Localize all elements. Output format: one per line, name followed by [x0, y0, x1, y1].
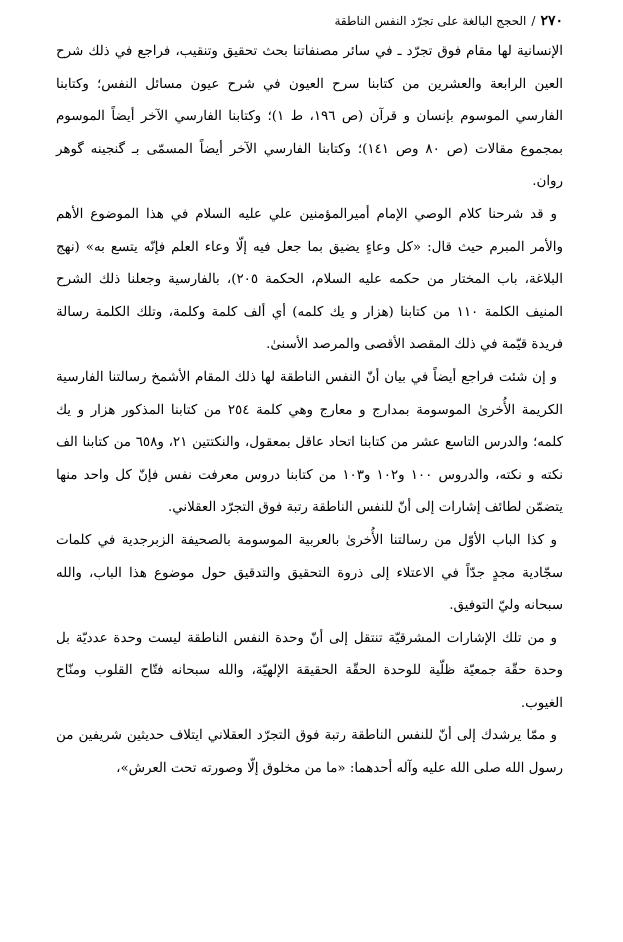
- header-separator: /: [531, 14, 536, 28]
- page-body: [56, 36, 563, 786]
- paragraph: و قد شرحنا كلام الوصي الإمام أميرالمؤمنين علي عليه السلام في هذا الموضوع الأهم والأمر المبرم حيث قال: «كل وعاءٍ يضيق بما جعل فيه إلّا وعاء العلم فإنّه يتسع به» (نهج البلاغة، باب المختار من حكمه عليه السلام، الحكمة ٢٠٥)، بالفارسية وجعلنا ذلك الشرح المنيف الكلمة ١١٠ من كتابنا (هزار و يك كلمه) أي ألف كلمة وكلمة، وتلك الكلمة رسالة فريدة قيّمة في ذلك المقصد الأقصى والمرصد الأسنىٰ.: [56, 206, 564, 353]
- running-title: الحجج البالغة على تجرّد النفس الناطقة: [334, 14, 527, 28]
- paragraph: و من تلك الإشارات المشرقيّة تنتقل إلى أنّ وحدة النفس الناطقة ليست وحدة عدديّة بل وحدة حقّة جمعيّة ظلّية للوحدة الحقّة الحقيقة الإلهيّة، والله سبحانه فتّاح القلوب ومنّاح الغيوب.: [56, 630, 563, 711]
- paragraph: و إن شئت فراجع أيضاً في بيان أنّ النفس الناطقة لها ذلك المقام الأشمخ رسالتنا الفارسية الكريمة الأُخرىٰ الموسومة بمدارج و معارج وهي كلمة ٢٥٤ من كتابنا المذكور هزار و يك كلمه؛ والدرس التاسع عشر من كتابنا اتحاد عاقل بمعقول، والنكتتين ٢١، و٦٥٨ من كتابنا الف نكته و نكته، والدروس ١٠٠ و١٠٢ و١٠٣ من كتابنا دروس معرفت نفس فإنّ كل واحد منها يتضمّن لطائف إشارات إلى أنّ للنفس الناطقة رتبة فوق التجرّد العقلاني.: [56, 369, 563, 516]
- running-header: [56, 8, 563, 34]
- page-number: ٢٧٠: [540, 13, 563, 29]
- paragraph: الإنسانية لها مقام فوق تجرّد ـ في سائر مصنفاتنا بحث تحقيق وتنقيب، فراجع في ذلك شرح العين الرابعة والعشرين من كتابنا سرح العيون في شرح عيون مسائل النفس؛ وكتابنا الفارسي الموسوم بإنسان و قرآن (ص ١٩٦، ط ١)؛ وكتابنا الفارسي الآخر أيضاً الموسوم بمجموع مقالات (ص ٨٠ وص ١٤١)؛ وكتابنا الفارسي الآخر أيضاً المسمّى بـ گنجينه گوهر روان.: [56, 44, 564, 190]
- paragraph: و ممّا يرشدك إلى أنّ للنفس الناطقة رتبة فوق التجرّد العقلاني ايتلاف حديثين شريفين من رسول الله صلى الله عليه وآله أحدهما: «ما من مخلوق إلّا وصورته تحت العرش»،: [56, 728, 563, 777]
- paragraph: و كذا الباب الأوّل من رسالتنا الأُخرىٰ بالعربية الموسومة بالصحيفة الزبرجدية في كلمات سجّادية مجدٍ جدّاً في الاعتلاء إلى ذروة التحقيق والتدقيق حول موضوع هذا الباب، والله سبحانه وليّ التوفيق.: [56, 532, 563, 614]
